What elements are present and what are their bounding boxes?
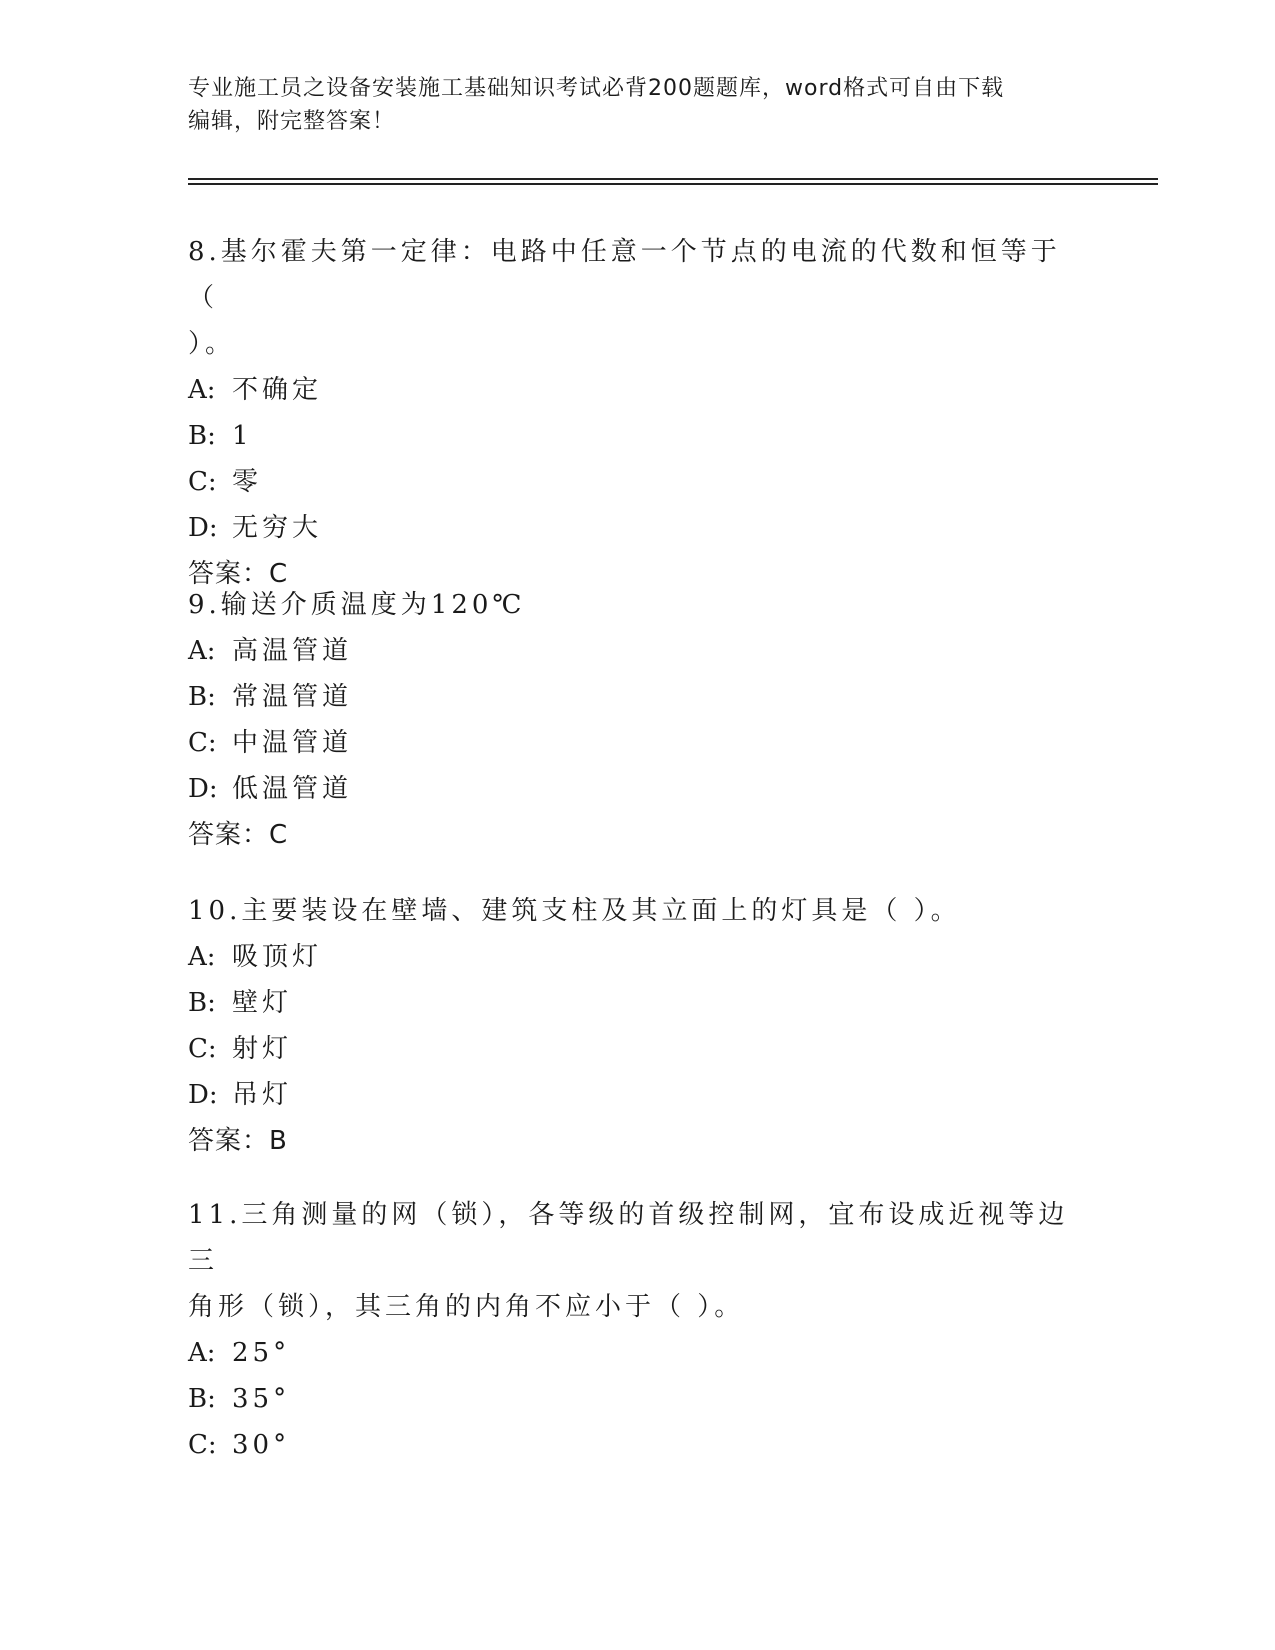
option-key: A: xyxy=(188,636,216,666)
question-8 xyxy=(188,229,1088,597)
option-text: 吊灯 xyxy=(232,1080,293,1110)
option-c xyxy=(188,1422,1088,1468)
header-line-2: 编辑，附完整答案！ xyxy=(188,109,396,134)
option-text: 射灯 xyxy=(232,1034,293,1064)
option-c xyxy=(188,459,1088,505)
option-text: 壁灯 xyxy=(232,988,293,1018)
question-stem-line: 8.基尔霍夫第一定律：电路中任意一个节点的电流的代数和恒等于（ xyxy=(188,237,1061,313)
option-b xyxy=(188,1376,1088,1422)
option-text: 1 xyxy=(232,421,253,451)
option-key: B: xyxy=(188,421,216,451)
option-key: C: xyxy=(188,467,217,497)
option-a xyxy=(188,628,1088,674)
answer-line: 答案：B xyxy=(188,1126,288,1156)
option-text: 常温管道 xyxy=(232,682,353,712)
question-10 xyxy=(188,888,1088,1164)
option-c xyxy=(188,1026,1088,1072)
option-a xyxy=(188,934,1088,980)
option-text: 25° xyxy=(232,1338,291,1368)
option-key: C: xyxy=(188,1034,217,1064)
answer-line: 答案：C xyxy=(188,820,289,850)
option-key: C: xyxy=(188,728,217,758)
option-a xyxy=(188,367,1088,413)
option-key: D: xyxy=(188,513,218,543)
option-text: 中温管道 xyxy=(232,728,353,758)
option-key: A: xyxy=(188,942,216,972)
question-stem-line: 10.主要装设在壁墙、建筑支柱及其立面上的灯具是（ ）。 xyxy=(188,896,961,926)
question-9 xyxy=(188,582,1088,858)
option-a xyxy=(188,1330,1088,1376)
option-key: B: xyxy=(188,682,216,712)
option-text: 30° xyxy=(232,1430,291,1460)
option-b xyxy=(188,674,1088,720)
option-c xyxy=(188,720,1088,766)
option-d xyxy=(188,1072,1088,1118)
question-stem-line: 角形（锁），其三角的内角不应小于（ ）。 xyxy=(188,1292,745,1322)
option-text: 零 xyxy=(232,467,263,497)
option-key: B: xyxy=(188,988,216,1018)
option-key: A: xyxy=(188,1338,216,1368)
option-text: 不确定 xyxy=(232,375,323,405)
header-divider-top xyxy=(188,178,1158,180)
answer-line: 答案：C xyxy=(188,559,289,589)
option-d xyxy=(188,505,1088,551)
document-header xyxy=(188,72,1088,138)
option-key: A: xyxy=(188,375,216,405)
option-b xyxy=(188,413,1088,459)
option-text: 35° xyxy=(232,1384,291,1414)
header-line-1: 专业施工员之设备安装施工基础知识考试必背200题题库，word格式可自由下载 xyxy=(188,76,1005,101)
option-key: B: xyxy=(188,1384,216,1414)
option-text: 吸顶灯 xyxy=(232,942,323,972)
option-text: 高温管道 xyxy=(232,636,353,666)
option-text: 无穷大 xyxy=(232,513,323,543)
question-stem-line: 9.输送介质温度为120℃ xyxy=(188,590,526,620)
option-b xyxy=(188,980,1088,1026)
option-d xyxy=(188,766,1088,812)
question-stem-line: 11.三角测量的网（锁），各等级的首级控制网，宜布设成近视等边三 xyxy=(188,1200,1069,1276)
question-stem-line: ）。 xyxy=(188,329,236,359)
header-divider-bottom xyxy=(188,183,1158,185)
question-11 xyxy=(188,1192,1088,1468)
option-key: D: xyxy=(188,1080,218,1110)
option-text: 低温管道 xyxy=(232,774,353,804)
option-key: C: xyxy=(188,1430,217,1460)
option-key: D: xyxy=(188,774,218,804)
